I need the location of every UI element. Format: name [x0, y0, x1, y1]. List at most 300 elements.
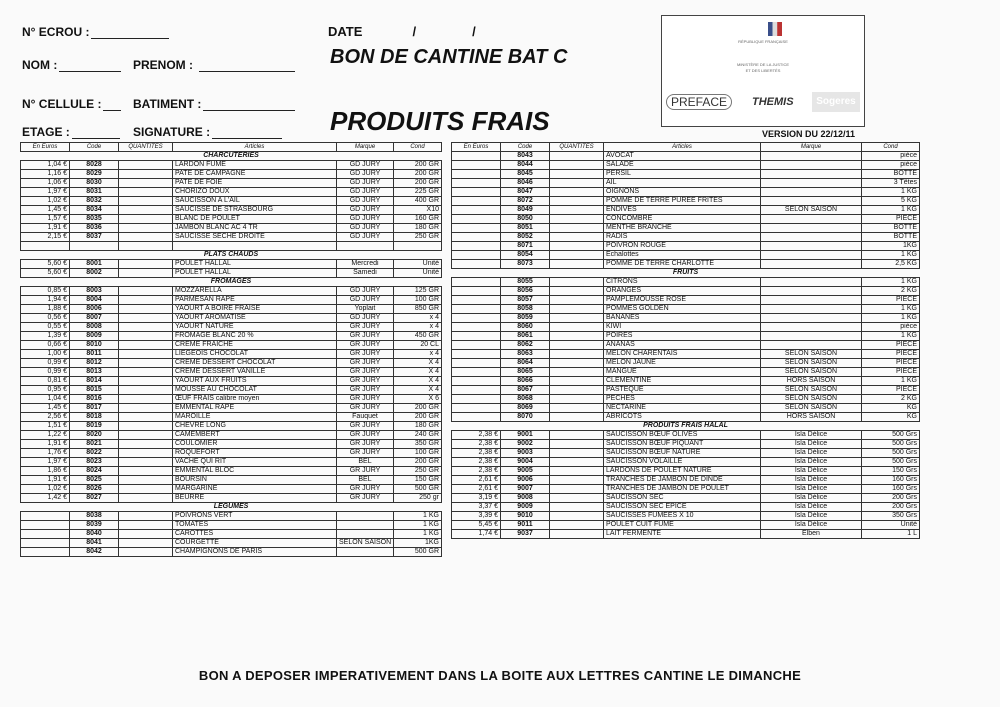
quantity-input[interactable]	[119, 296, 173, 305]
quantity-input[interactable]	[550, 224, 604, 233]
price-cell	[452, 323, 501, 332]
quantity-input[interactable]	[550, 530, 604, 539]
cond-cell: 200 GR	[394, 179, 442, 188]
quantity-input[interactable]	[119, 188, 173, 197]
brand-cell: SELON SAISON	[337, 539, 394, 548]
table-row	[21, 422, 442, 431]
table-row	[21, 413, 442, 422]
brand-cell	[761, 215, 862, 224]
table-row	[21, 449, 442, 458]
article-cell: VACHE QUI RIT	[173, 458, 337, 467]
quantity-input[interactable]	[119, 359, 173, 368]
col-header-brand: Marque	[761, 143, 862, 152]
marianne-icon	[768, 22, 782, 36]
brand-cell	[761, 314, 862, 323]
code-cell: 8045	[501, 170, 550, 179]
quantity-input[interactable]	[550, 395, 604, 404]
table-row	[21, 260, 442, 269]
price-cell	[452, 296, 501, 305]
section-header-row	[21, 503, 442, 512]
code-cell: 8035	[70, 215, 119, 224]
signature-field[interactable]	[133, 125, 282, 139]
nom-label: NOM :	[22, 58, 58, 72]
cond-cell: 500 Grs	[862, 440, 920, 449]
cond-cell: 240 GR	[394, 431, 442, 440]
section-header: FRUITS	[452, 269, 920, 278]
quantity-input[interactable]	[119, 242, 173, 251]
quantity-input[interactable]	[119, 179, 173, 188]
quantity-input[interactable]	[550, 404, 604, 413]
code-cell: 8063	[501, 350, 550, 359]
article-cell: BLANC DE POULET	[173, 215, 337, 224]
article-cell: SAUCISSE SECHE DROITE	[173, 233, 337, 242]
quantity-input[interactable]	[550, 170, 604, 179]
quantity-input[interactable]	[119, 170, 173, 179]
quantity-input[interactable]	[119, 233, 173, 242]
cond-cell: BOTTE	[862, 233, 920, 242]
quantity-input[interactable]	[119, 287, 173, 296]
price-cell	[452, 224, 501, 233]
price-cell: 1,45 €	[21, 404, 70, 413]
cond-cell: 200 Grs	[862, 494, 920, 503]
price-cell: 0,95 €	[21, 386, 70, 395]
brand-cell	[761, 323, 862, 332]
brand-cell: GD JURY	[337, 161, 394, 170]
quantity-input[interactable]	[550, 431, 604, 440]
quantity-input[interactable]	[119, 476, 173, 485]
brand-cell	[761, 305, 862, 314]
quantity-input[interactable]	[119, 521, 173, 530]
quantity-input[interactable]	[119, 161, 173, 170]
code-cell: 8058	[501, 305, 550, 314]
quantity-input[interactable]	[550, 287, 604, 296]
article-cell: TRANCHES DE JAMBON DE DINDE	[604, 476, 761, 485]
price-cell	[452, 152, 501, 161]
nom-blank[interactable]	[59, 71, 121, 72]
cellule-blank[interactable]	[103, 110, 121, 111]
etage-field[interactable]	[22, 125, 120, 139]
cond-cell: 3 Têtes	[862, 179, 920, 188]
quantity-input[interactable]	[550, 512, 604, 521]
article-cell: PATE DE CAMPAGNE	[173, 170, 337, 179]
quantity-input[interactable]	[119, 431, 173, 440]
code-cell: 9009	[501, 503, 550, 512]
brand-cell	[337, 512, 394, 521]
table-row	[452, 215, 920, 224]
brand-cell: GR JURY	[337, 341, 394, 350]
price-cell: 2,38 €	[452, 449, 501, 458]
article-cell: AVOCAT	[604, 152, 761, 161]
brand-cell: HORS SAISON	[761, 413, 862, 422]
quantity-input[interactable]	[119, 458, 173, 467]
quantity-input[interactable]	[119, 215, 173, 224]
price-cell	[21, 530, 70, 539]
ecrou-blank[interactable]	[91, 38, 169, 39]
quantity-input[interactable]	[550, 215, 604, 224]
cond-cell: 450 GR	[394, 332, 442, 341]
quantity-input[interactable]	[119, 341, 173, 350]
code-cell: 8020	[70, 431, 119, 440]
code-cell: 8073	[501, 260, 550, 269]
article-cell: SAUCISSE DE STRASBOURG	[173, 206, 337, 215]
cond-cell: 150 Grs	[862, 467, 920, 476]
code-cell: 8026	[70, 485, 119, 494]
code-cell: 8044	[501, 161, 550, 170]
price-cell	[452, 377, 501, 386]
quantity-input[interactable]	[119, 539, 173, 548]
table-row	[21, 197, 442, 206]
cond-cell: 200 GR	[394, 458, 442, 467]
price-cell: 5,60 €	[21, 260, 70, 269]
article-cell: COULOMIER	[173, 440, 337, 449]
brand-cell: Fauquet	[337, 413, 394, 422]
quantity-input[interactable]	[119, 368, 173, 377]
quantity-input[interactable]	[119, 395, 173, 404]
article-cell: PERSIL	[604, 170, 761, 179]
quantity-input[interactable]	[550, 179, 604, 188]
cond-cell: 1KG	[862, 242, 920, 251]
code-cell: 8069	[501, 404, 550, 413]
code-cell: 9005	[501, 467, 550, 476]
price-cell: 0,66 €	[21, 341, 70, 350]
prenom-blank[interactable]	[199, 71, 295, 72]
code-cell: 8006	[70, 305, 119, 314]
col-header-price: En Euros	[21, 143, 70, 152]
article-cell: SAUCISSON SEC EPICE	[604, 503, 761, 512]
cond-cell: PIECE	[862, 350, 920, 359]
quantity-input[interactable]	[550, 260, 604, 269]
article-cell: SAUCISSON BŒUF OLIVES	[604, 431, 761, 440]
quantity-input[interactable]	[119, 260, 173, 269]
article-cell: TRANCHES DE JAMBON DE POULET	[604, 485, 761, 494]
quantity-input[interactable]	[119, 485, 173, 494]
brand-cell: GR JURY	[337, 386, 394, 395]
quantity-input[interactable]	[550, 161, 604, 170]
quantity-input[interactable]	[550, 377, 604, 386]
nom-field[interactable]	[22, 58, 121, 72]
table-row	[21, 377, 442, 386]
table-row	[452, 458, 920, 467]
price-cell	[452, 404, 501, 413]
code-cell: 8068	[501, 395, 550, 404]
quantity-input[interactable]	[550, 386, 604, 395]
code-cell: 8050	[501, 215, 550, 224]
quantity-input[interactable]	[550, 413, 604, 422]
article-cell: LARDON FUME	[173, 161, 337, 170]
quantity-input[interactable]	[119, 377, 173, 386]
article-cell: LAIT FERMENTE	[604, 530, 761, 539]
quantity-input[interactable]	[119, 449, 173, 458]
cond-cell: Unité	[394, 260, 442, 269]
price-cell	[452, 170, 501, 179]
cond-cell: X 4	[394, 368, 442, 377]
section-header-row	[452, 269, 920, 278]
code-cell: 8070	[501, 413, 550, 422]
cond-cell: x 4	[394, 323, 442, 332]
quantity-input[interactable]	[550, 206, 604, 215]
table-row	[21, 530, 442, 539]
col-header-code: Code	[501, 143, 550, 152]
code-cell: 8057	[501, 296, 550, 305]
article-cell: SAUCISSON BŒUF NATURE	[604, 449, 761, 458]
article-cell: BEURRE	[173, 494, 337, 503]
quantity-input[interactable]	[119, 269, 173, 278]
price-cell: 1,00 €	[21, 350, 70, 359]
table-row	[21, 287, 442, 296]
quantity-input[interactable]	[119, 494, 173, 503]
cond-cell: 1 KG	[862, 278, 920, 287]
article-cell: PARMESAN RAPE	[173, 296, 337, 305]
article-cell: CITRONS	[604, 278, 761, 287]
quantity-input[interactable]	[119, 467, 173, 476]
ecrou-field[interactable]	[22, 25, 169, 39]
price-cell: 0,99 €	[21, 368, 70, 377]
code-cell: 8043	[501, 152, 550, 161]
brand-cell	[337, 530, 394, 539]
quantity-input[interactable]	[550, 350, 604, 359]
brand-cell: Isla Délice	[761, 458, 862, 467]
brand-cell: SELON SAISON	[761, 386, 862, 395]
batiment-blank[interactable]	[203, 110, 295, 111]
price-cell	[452, 386, 501, 395]
left-product-table	[20, 142, 442, 557]
price-cell: 0,55 €	[21, 323, 70, 332]
quantity-input[interactable]	[119, 404, 173, 413]
etage-label: ETAGE :	[22, 125, 70, 139]
table-row	[452, 341, 920, 350]
quantity-input[interactable]	[119, 440, 173, 449]
code-cell: 8042	[70, 548, 119, 557]
price-cell	[21, 512, 70, 521]
code-cell: 8071	[501, 242, 550, 251]
brand-cell: GR JURY	[337, 404, 394, 413]
code-cell: 8004	[70, 296, 119, 305]
code-cell: 8001	[70, 260, 119, 269]
brand-cell: HORS SAISON	[761, 377, 862, 386]
cond-cell: 2 KG	[862, 287, 920, 296]
table-row	[21, 341, 442, 350]
date-field[interactable]	[328, 24, 476, 39]
quantity-input[interactable]	[119, 386, 173, 395]
etage-blank[interactable]	[72, 138, 120, 139]
code-cell: 8011	[70, 350, 119, 359]
quantity-input[interactable]	[550, 359, 604, 368]
brand-cell: Mercredi	[337, 260, 394, 269]
section-header-row	[21, 251, 442, 260]
code-cell: 8030	[70, 179, 119, 188]
brand-cell: GD JURY	[337, 188, 394, 197]
code-cell: 8049	[501, 206, 550, 215]
code-cell: 8039	[70, 521, 119, 530]
article-cell: ORANGES	[604, 287, 761, 296]
code-cell: 8059	[501, 314, 550, 323]
table-row	[452, 395, 920, 404]
brand-cell: Isla Délice	[761, 521, 862, 530]
quantity-input[interactable]	[550, 341, 604, 350]
brand-cell: GD JURY	[337, 314, 394, 323]
brand-cell: Isla Délice	[761, 431, 862, 440]
cond-cell: 1 KG	[862, 188, 920, 197]
quantity-input[interactable]	[119, 422, 173, 431]
quantity-input[interactable]	[119, 512, 173, 521]
themis-logo: THEMIS	[752, 96, 794, 108]
article-cell: POIVRON ROUGE	[604, 242, 761, 251]
quantity-input[interactable]	[119, 350, 173, 359]
brand-cell	[761, 251, 862, 260]
table-row	[21, 314, 442, 323]
batiment-field[interactable]	[133, 97, 295, 111]
code-cell: 8054	[501, 251, 550, 260]
article-cell: COURGETTE	[173, 539, 337, 548]
brand-cell	[761, 161, 862, 170]
cond-cell: pièce	[862, 161, 920, 170]
brand-cell: Isla Délice	[761, 467, 862, 476]
cond-cell: 200 Grs	[862, 503, 920, 512]
quantity-input[interactable]	[550, 476, 604, 485]
quantity-input[interactable]	[550, 278, 604, 287]
quantity-input[interactable]	[119, 413, 173, 422]
quantity-input[interactable]	[119, 197, 173, 206]
quantity-input[interactable]	[550, 485, 604, 494]
code-cell: 9007	[501, 485, 550, 494]
code-cell: 9001	[501, 431, 550, 440]
quantity-input[interactable]	[550, 521, 604, 530]
table-header-row	[452, 143, 920, 152]
quantity-input[interactable]	[550, 188, 604, 197]
signature-blank[interactable]	[212, 138, 282, 139]
quantity-input[interactable]	[550, 242, 604, 251]
article-cell: LIEGEOIS CHOCOLAT	[173, 350, 337, 359]
quantity-input[interactable]	[550, 440, 604, 449]
quantity-input[interactable]	[550, 332, 604, 341]
quantity-input[interactable]	[550, 251, 604, 260]
code-cell: 8067	[501, 386, 550, 395]
prenom-field[interactable]	[133, 58, 295, 72]
quantity-input[interactable]	[119, 224, 173, 233]
libertes-text: ET DES LIBERTÉS	[745, 68, 781, 73]
quantity-input[interactable]	[550, 467, 604, 476]
brand-cell: GD JURY	[337, 179, 394, 188]
quantity-input[interactable]	[119, 548, 173, 557]
table-row	[452, 467, 920, 476]
price-cell: 1,74 €	[452, 530, 501, 539]
quantity-input[interactable]	[119, 530, 173, 539]
code-cell: 8056	[501, 287, 550, 296]
code-cell: 8031	[70, 188, 119, 197]
price-cell: 2,61 €	[452, 476, 501, 485]
code-cell: 8021	[70, 440, 119, 449]
article-cell: MARGARINE	[173, 485, 337, 494]
article-cell: SAUCISSON BŒUF PIQUANT	[604, 440, 761, 449]
brand-cell: Elben	[761, 530, 862, 539]
quantity-input[interactable]	[119, 323, 173, 332]
date-label: DATE	[328, 24, 363, 39]
col-header-brand: Marque	[337, 143, 394, 152]
quantity-input[interactable]	[550, 494, 604, 503]
cond-cell: 500 GR	[394, 485, 442, 494]
cond-cell: 125 GR	[394, 287, 442, 296]
table-row	[452, 188, 920, 197]
article-cell: PATE DE FOIE	[173, 179, 337, 188]
table-header-row	[21, 143, 442, 152]
cond-cell: PIECE	[862, 215, 920, 224]
price-cell: 1,02 €	[21, 197, 70, 206]
table-row	[452, 287, 920, 296]
cond-cell: 180 GR	[394, 422, 442, 431]
quantity-input[interactable]	[550, 152, 604, 161]
table-row	[452, 332, 920, 341]
cond-cell: PIECE	[862, 368, 920, 377]
quantity-input[interactable]	[119, 206, 173, 215]
quantity-input[interactable]	[550, 314, 604, 323]
cond-cell: 850 GR	[394, 305, 442, 314]
code-cell: 8052	[501, 233, 550, 242]
table-row	[452, 476, 920, 485]
quantity-input[interactable]	[119, 332, 173, 341]
right-table-body	[452, 143, 920, 539]
quantity-input[interactable]	[550, 233, 604, 242]
quantity-input[interactable]	[119, 305, 173, 314]
article-cell: MELON JAUNE	[604, 359, 761, 368]
cond-cell: 180 GR	[394, 224, 442, 233]
table-row	[452, 359, 920, 368]
code-cell: 8029	[70, 170, 119, 179]
preface-logo: PREFACE	[666, 94, 732, 110]
brand-cell: GR JURY	[337, 494, 394, 503]
brand-cell: GD JURY	[337, 296, 394, 305]
table-row	[21, 431, 442, 440]
quantity-input[interactable]	[550, 296, 604, 305]
brand-cell: SELON SAISON	[761, 368, 862, 377]
price-cell: 0,81 €	[21, 377, 70, 386]
quantity-input[interactable]	[550, 458, 604, 467]
quantity-input[interactable]	[119, 314, 173, 323]
table-row	[452, 440, 920, 449]
quantity-input[interactable]	[550, 323, 604, 332]
date-separator: /	[472, 24, 476, 39]
quantity-input[interactable]	[550, 305, 604, 314]
price-cell: 1,42 €	[21, 494, 70, 503]
price-cell: 1,39 €	[21, 332, 70, 341]
cond-cell: 160 GR	[394, 215, 442, 224]
price-cell: 1,76 €	[21, 449, 70, 458]
quantity-input[interactable]	[550, 197, 604, 206]
cellule-field[interactable]	[22, 97, 121, 111]
table-row	[452, 449, 920, 458]
quantity-input[interactable]	[550, 449, 604, 458]
cond-cell: 225 GR	[394, 188, 442, 197]
col-header-cond: Cond	[394, 143, 442, 152]
ministere-text: MINISTÈRE DE LA JUSTICE	[736, 62, 789, 67]
cond-cell: Unité	[394, 269, 442, 278]
article-cell: YAOURT AROMATISE	[173, 314, 337, 323]
table-row	[21, 224, 442, 233]
brand-cell: SELON SAISON	[761, 404, 862, 413]
code-cell: 9037	[501, 530, 550, 539]
table-row	[452, 323, 920, 332]
cellule-label: N° CELLULE :	[22, 97, 102, 111]
table-row	[452, 242, 920, 251]
quantity-input[interactable]	[550, 503, 604, 512]
brand-cell: SELON SAISON	[761, 350, 862, 359]
col-header-code: Code	[70, 143, 119, 152]
code-cell: 8023	[70, 458, 119, 467]
cond-cell: 1KG	[394, 539, 442, 548]
signature-label: SIGNATURE :	[133, 125, 211, 139]
section-title: PRODUITS FRAIS	[330, 106, 550, 136]
brand-cell: GR JURY	[337, 440, 394, 449]
quantity-input[interactable]	[550, 368, 604, 377]
